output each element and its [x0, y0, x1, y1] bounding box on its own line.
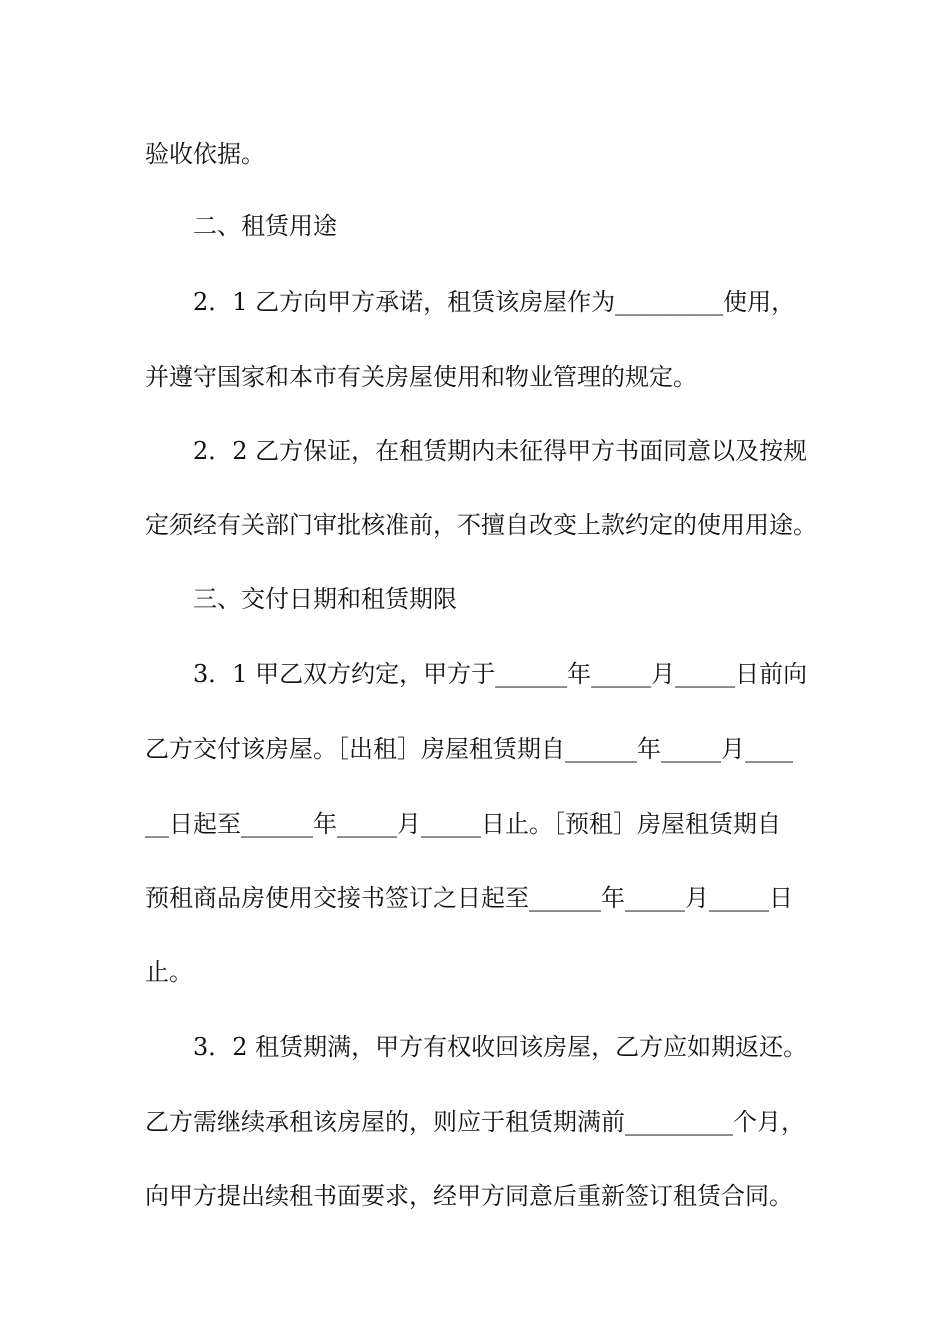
text-line: 2．1 乙方向甲方承诺，租赁该房屋作为_________使用，	[193, 288, 796, 316]
text-line: 定须经有关部门审批核准前，不擅自改变上款约定的使用用途。	[145, 511, 817, 539]
text-line: 向甲方提出续租书面要求，经甲方同意后重新签订租赁合同。	[145, 1182, 793, 1210]
text-line: 乙方交付该房屋。［出租］房屋租赁期自______年_____月____	[145, 735, 793, 763]
text-line: 并遵守国家和本市有关房屋使用和物业管理的规定。	[145, 363, 697, 391]
text-line: 3．2 租赁期满，甲方有权收回该房屋，乙方应如期返还。	[193, 1033, 808, 1061]
section-heading: 三、交付日期和租赁期限	[193, 585, 457, 613]
text-line: 验收依据。	[145, 140, 265, 168]
text-line: 预租商品房使用交接书签订之日起至______年_____月_____日	[145, 884, 793, 912]
text-line: 止。	[145, 958, 193, 986]
text-line: 3．1 甲乙双方约定，甲方于______年_____月_____日前向	[193, 660, 808, 688]
section-heading: 二、租赁用途	[193, 212, 337, 240]
text-line: 乙方需继续承租该房屋的，则应于租赁期满前_________个月，	[145, 1108, 805, 1136]
text-line: 2．2 乙方保证，在租赁期内未征得甲方书面同意以及按规	[193, 437, 808, 465]
text-line: __日起至______年_____月_____日止。［预租］房屋租赁期自	[145, 810, 781, 838]
